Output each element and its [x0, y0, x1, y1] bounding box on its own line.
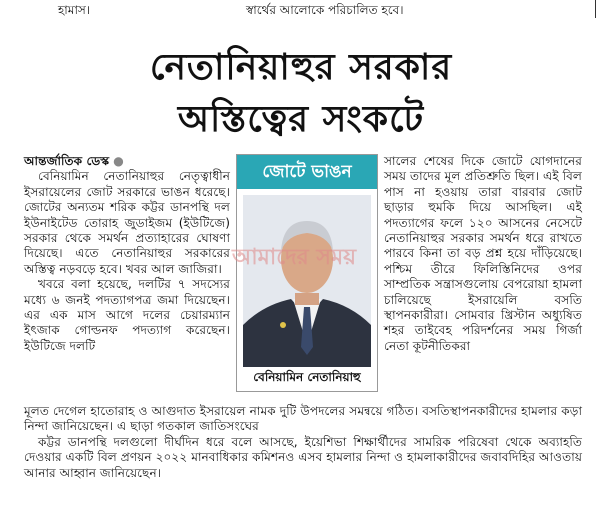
headline-line-1: নেতানিয়াহুর সরকার [149, 47, 453, 88]
column-rule [595, 0, 596, 18]
right-paragraph-1: সালের শেষের দিকে জোটে যোগদানের সময় তাদের মূল প্রতিশ্রুতি ছিল। এই বিল পাস না হওয়ায় তারা বারবার জোট ছাড়ার হুমকি দিয়ে আসছিল। এই পদত্যাগের ফলে ১২০ আসনের নেসেটে নেতানিয়াহুর সরকার সমর্থন ধরে রাখতে পারবে কিনা তা বড় প্রশ্ন হয়ে দাঁড়িয়েছে। পশ্চিম তীরে ফিলিস্তিনিদের ওপর সাম্প্রতিক সন্ত্রাসগুলোয় বেপরোয়া হামলা চালিয়েছে ইসরায়েলি বসতি স্থাপনকারীরা। সোমবার খ্রিস্টান অধ্যুষিত শহর তাইবেহ পরিদর্শনের সময় গির্জা নেতা কূটনীতিকরা [384, 154, 582, 353]
photo-caption: বেনিয়ামিন নেতানিয়াহু [253, 370, 361, 384]
photo-banner: জোটে ভাঙন [237, 155, 377, 189]
headline-line-2: অস্তিত্বের সংকটে [177, 99, 425, 140]
bottom-paragraph-1: মূলত দেগেল হাতোরাহ ও আগুদাত ইসরায়েল নামক দুটি উপদলের সমন্বয়ে গঠিত। বসতিস্থাপনকারীদের হামলার কড়া নিন্দা জানিয়েছেন। এ ছাড়া গতকাল জাতিসংঘের [24, 404, 582, 434]
top-strip [0, 0, 602, 18]
bottom-paragraph-2: কট্টর ডানপন্থি দলগুলো দীর্ঘদিন ধরে বলে আসছে, ইয়েশিভা শিক্ষার্থীদের সামরিক পরিষেবা থেকে অব্যাহতি দেওয়ার একটি বিল প্রণয়ন ২০২২ মানবাধিকার কমিশনও এসব হামলার নিন্দা ও হামলাকারীদের জবাবদিহির আওতায় আনার আহ্বান জানিয়েছেন। [24, 434, 582, 480]
left-paragraph-1: বেনিয়ামিন নেতানিয়াহুর নেতৃত্বাধীন ইসরায়েলের জোট সরকারে ভাঙন ধরেছে। জোটের অন্যতম শরিক কট্টর ডানপন্থি দল ইউনাইটেড তোরাহ জুডাইজম (ইউটিজে) সরকার থেকে সমর্থন প্রত্যাহারের ঘোষণা দিয়েছে। এতে নেতানিয়াহুর সরকারের অস্তিত্ব নড়বড়ে হবে। খবর আল জাজিরা। [24, 169, 230, 276]
left-paragraph-2: খবরে বলা হয়েছে, দলটির ৭ সদস্যের মধ্যে ৬ জনই পদত্যাগপত্র জমা দিয়েছেন। এর এক মাস আগে দলের চেয়ারম্যান ইৎজাক গোল্ডনফ পদত্যাগ করেছেন। ইউটিজে দলটি [24, 277, 230, 353]
bottom-text [24, 404, 582, 481]
netanyahu-photo [243, 195, 371, 367]
top-right-text: স্বার্থের আলোকে পরিচালিত হবে। [246, 3, 404, 17]
bullet-dot: ● [113, 154, 124, 168]
left-column [24, 154, 230, 354]
right-column [384, 154, 582, 354]
watermark-logo: আমাদের সময় [232, 245, 357, 270]
portrait-illustration [243, 195, 371, 367]
top-left-text: হামাস। [58, 3, 91, 17]
dateline: আন্তর্জাতিক ডেস্ক ● [24, 154, 124, 168]
